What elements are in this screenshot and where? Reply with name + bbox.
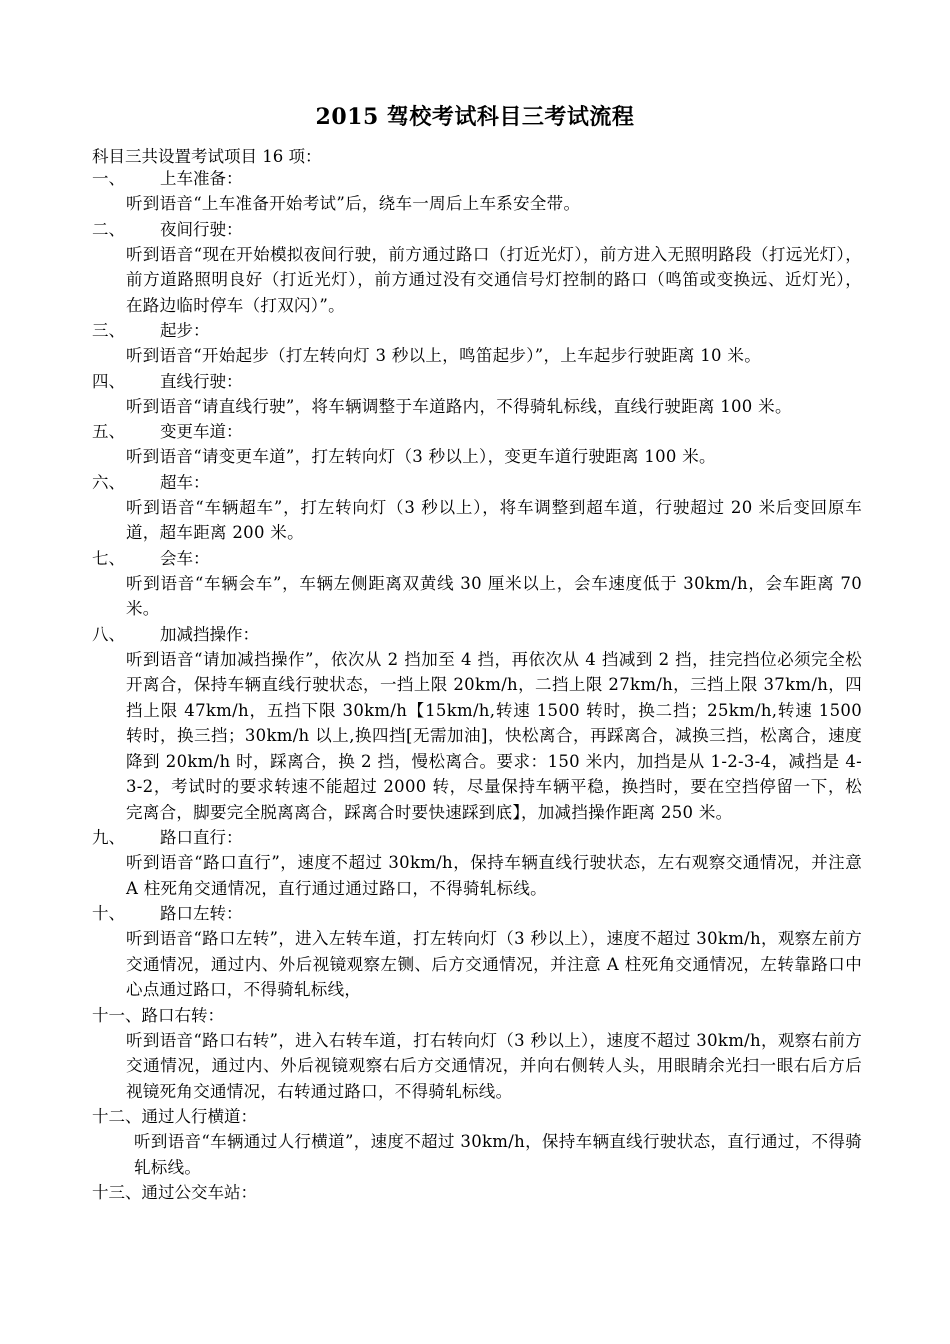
- list-item: [92, 546, 862, 622]
- list-item: [92, 622, 862, 826]
- list-item: [92, 1104, 862, 1180]
- item-heading: [92, 217, 862, 242]
- item-description: 听到语音“现在开始模拟夜间行驶，前方通过路口（打近光灯），前方进入无照明路段（打远光灯），前方道路照明良好（打近光灯），前方通过没有交通信号灯控制的路口（鸣笛或变换远、近灯光），在路边临时停车（打双闪）”。: [126, 244, 862, 315]
- item-heading: [92, 825, 862, 850]
- item-number: 五、: [92, 422, 125, 441]
- item-name: 路口左转：: [160, 904, 243, 923]
- item-name: 夜间行驶：: [160, 219, 243, 239]
- item-name: 通过人行横道：: [141, 1107, 257, 1126]
- list-item: [92, 166, 862, 217]
- list-item: [92, 419, 862, 470]
- item-heading: [92, 369, 862, 394]
- item-heading: [92, 1180, 862, 1205]
- item-name: 路口右转：: [141, 1005, 224, 1025]
- item-heading: [92, 470, 862, 495]
- item-list: [92, 166, 862, 1205]
- document-title: 2015 驾校考试科目三考试流程: [315, 104, 635, 130]
- item-number: 三、: [92, 321, 125, 340]
- list-item: [92, 318, 862, 369]
- list-item: [92, 369, 862, 420]
- item-heading: [92, 166, 862, 191]
- item-number: 二、: [92, 219, 125, 239]
- list-item: [92, 1180, 862, 1205]
- item-description: 听到语音“车辆会车”，车辆左侧距离双黄线 30 厘米以上，会车速度低于 30km/h，会车距离 70 米。: [126, 573, 862, 618]
- list-item: [92, 1003, 862, 1105]
- item-description: 听到语音“车辆通过人行横道”，速度不超过 30km/h，保持车辆直线行驶状态，直行通过，不得骑轧标线。: [134, 1132, 862, 1177]
- item-description: 听到语音“请直线行驶”，将车辆调整于车道路内，不得骑轧标线，直线行驶距离 100 米。: [126, 396, 792, 416]
- item-heading: [92, 1104, 862, 1129]
- list-item: [92, 825, 862, 901]
- item-number: 一、: [92, 169, 125, 188]
- item-description: 听到语音“车辆超车”，打左转向灯（3 秒以上），将车调整到超车道，行驶超过 20 米后变回原车道，超车距离 200 米。: [126, 497, 862, 542]
- item-description: 听到语音“请变更车道”，打左转向灯（3 秒以上），变更车道行驶距离 100 米。: [126, 447, 716, 466]
- item-name: 路口直行：: [160, 828, 243, 847]
- item-description: 听到语音“路口左转”，进入左转车道，打左转向灯（3 秒以上），速度不超过 30km/h，观察左前方交通情况，通过内、外后视镜观察左铡、后方交通情况，并注意 A 柱死角交通情况，左转靠路口中心点通过路口，不得骑轧标线，: [126, 929, 862, 999]
- item-number: 十二、: [92, 1107, 142, 1126]
- list-item: [92, 901, 862, 1003]
- intro-line: 科目三共设置考试项目 16 项：: [92, 147, 322, 166]
- item-name: 超车：: [160, 472, 210, 492]
- item-heading: [92, 622, 862, 647]
- list-item: [92, 217, 862, 319]
- item-number: 十、: [92, 904, 125, 923]
- item-number: 十三、: [92, 1183, 142, 1202]
- item-name: 直线行驶：: [160, 371, 243, 391]
- item-number: 七、: [92, 548, 125, 568]
- item-number: 四、: [92, 371, 125, 391]
- item-heading: [92, 546, 862, 571]
- item-description: 听到语音“开始起步（打左转向灯 3 秒以上，鸣笛起步）”，上车起步行驶距离 10 米。: [126, 346, 761, 365]
- item-name: 变更车道：: [160, 422, 243, 441]
- item-heading: [92, 901, 862, 926]
- item-description: 听到语音“请加减挡操作”，依次从 2 挡加至 4 挡，再依次从 4 挡减到 2 挡，挂完挡位必须完全松开离合，保持车辆直线行驶状态，一挡上限 20km/h，二挡上限 27km/h，三挡上限 37km/h，四挡上限 47km/h，五挡下限 30km/h【15km/h,转速 1500 转时，换二挡；25km/h,转速 1500 转时，换三挡；30km/h 以上,换四挡[无需加油]，快松离合，再踩离合，减换三挡，松离合，速度降到 20km/h 时，踩离合，换 2 挡，慢松离合。要求：150 米内，加挡是从 1-2-3-4，减挡是 4-3-2，考试时的要求转速不能超过 2000 转，尽量保持车辆平稳，换挡时，要在空挡停留一下，松完离合，脚要完全脱离离合，踩离合时要快速踩到底】，加减挡操作距离 250 米。: [126, 649, 862, 822]
- item-number: 八、: [92, 624, 125, 644]
- item-name: 起步：: [160, 321, 210, 340]
- item-number: 六、: [92, 472, 125, 492]
- item-heading: [92, 318, 862, 343]
- item-name: 上车准备：: [160, 169, 243, 188]
- item-number: 九、: [92, 828, 125, 847]
- item-name: 会车：: [160, 548, 210, 568]
- item-name: 加减挡操作：: [160, 624, 259, 644]
- item-description: 听到语音“路口右转”，进入右转车道，打右转向灯（3 秒以上），速度不超过 30km/h，观察右前方交通情况，通过内、外后视镜观察右后方交通情况，并向右侧转人头，用眼睛余光扫一眼右后方后视镜死角交通情况，右转通过路口，不得骑轧标线。: [126, 1030, 862, 1101]
- item-description: 听到语音“路口直行”，速度不超过 30km/h，保持车辆直线行驶状态，左右观察交通情况，并注意 A 柱死角交通情况，直行通过通过路口，不得骑轧标线。: [126, 853, 862, 898]
- item-description: 听到语音“上车准备开始考试”后，绕车一周后上车系安全带。: [126, 194, 581, 213]
- item-number: 十一、: [92, 1005, 142, 1025]
- list-item: [92, 470, 862, 546]
- item-heading: [92, 419, 862, 444]
- item-name: 通过公交车站：: [141, 1183, 257, 1202]
- item-heading: [92, 1003, 862, 1028]
